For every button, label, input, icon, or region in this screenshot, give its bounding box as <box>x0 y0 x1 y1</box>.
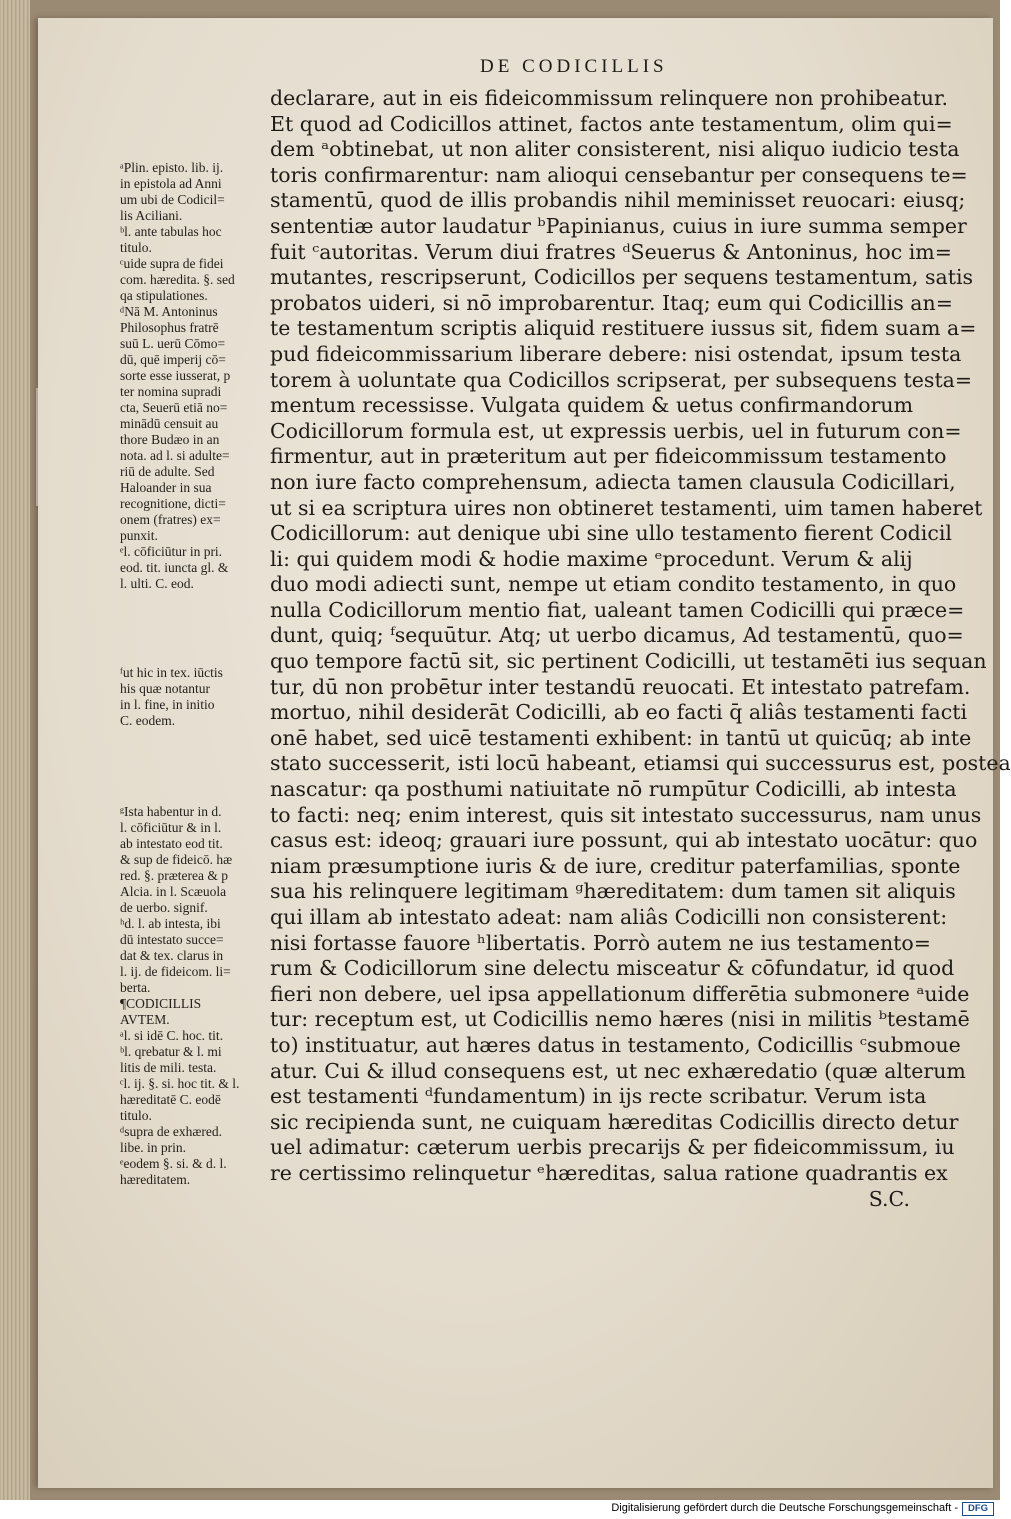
text-line: li: qui quidem modi & hodie maxime ᵉprocedunt. Verum & alij <box>270 546 913 571</box>
text-line: sic recipienda sunt, ne cuiquam hæreditas Codicillis directo detur <box>270 1109 959 1134</box>
text-line: firmentur, aut in præteritum aut per fideicommissum testamento <box>270 444 947 469</box>
margin-note-line: Haloander in sua <box>120 480 212 495</box>
running-head: DE CODICILLIS <box>480 56 668 77</box>
text-line: pud fideicommissarium liberare debere: nisi ostendat, ipsum testa <box>270 341 962 366</box>
margin-note-line: Alcia. in l. Scæuola <box>120 884 227 899</box>
text-line: to) instituatur, aut hæres datus in testamento, Codicillis ᶜsubmoue <box>270 1032 961 1057</box>
margin-note-line: red. §. præterea & p <box>120 868 228 883</box>
text-line: tur, dū non probētur inter testandū reuocati. Et intestato patrefam. <box>270 674 971 699</box>
margin-note-line: minādū censuit au <box>120 416 219 431</box>
margin-notes-middle <box>120 665 266 729</box>
margin-note-line: l. ulti. C. eod. <box>120 576 194 591</box>
text-line: nulla Codicillorum mentio fiat, ualeant tamen Codicilli qui præce= <box>270 597 965 622</box>
margin-note-line: nota. ad l. si adulte= <box>120 448 230 463</box>
margin-note-line: com. hæredita. §. sed <box>120 272 235 287</box>
margin-note-line: ¶CODICILLIS <box>120 996 202 1011</box>
dfg-logo: DFG <box>962 1502 994 1516</box>
margin-note-line: ᵈsupra de exhæred. <box>120 1124 223 1139</box>
text-line: Codicillorum: aut denique ubi sine ullo testamento fierent Codicil <box>270 521 952 546</box>
margin-note-line: ᵃl. si idē C. hoc. tit. <box>120 1028 224 1043</box>
margin-note-line: ᵍIsta habentur in d. <box>120 804 222 819</box>
book-page-edges <box>0 0 30 1500</box>
margin-note-line: cta, Seuerū etiā no= <box>120 400 228 415</box>
text-line: duo modi adiecti sunt, nempe ut etiam condito testamento, in quo <box>270 572 957 597</box>
text-line: torem à uoluntate qua Codicillos scripserat, per subsequens testa= <box>270 367 973 392</box>
margin-note-line: litis de mili. testa. <box>120 1060 217 1075</box>
margin-note-line: sorte esse iusserat, p <box>120 368 231 383</box>
text-line: mutantes, rescripserunt, Codicillos per sequens testamentum, satis <box>270 265 974 290</box>
margin-note-line: libe. in prin. <box>120 1140 186 1155</box>
margin-note-line: hæreditatē C. eodē <box>120 1092 221 1107</box>
main-text-block <box>270 86 1011 1212</box>
text-line: nascatur: qa posthumi natiuitate nō rumpūtur Codicilli, ab intesta <box>270 777 957 802</box>
margin-note-line: Philosophus fratrē <box>120 320 219 335</box>
margin-note-line: l. cōficiūtur & in l. <box>120 820 222 835</box>
margin-note-line: l. ij. de fideicom. li= <box>120 964 231 979</box>
margin-note-line: ᶜuide supra de fidei <box>120 256 224 271</box>
margin-note-line: ab intestato eod tit. <box>120 836 223 851</box>
text-line: casus est: ideoq; grauari iure possunt, qui ab intestato uocātur: quo <box>270 828 978 853</box>
margin-note-line: dū, quē imperij cō= <box>120 352 226 367</box>
margin-note-line: ter nomina supradi <box>120 384 222 399</box>
text-line: probatos uideri, si nō improbarentur. Itaq; eum qui Codicillis an= <box>270 290 953 315</box>
margin-note-line: thore Budæo in an <box>120 432 220 447</box>
margin-note-line: ʰd. l. ab intesta, ibi <box>120 916 221 931</box>
text-line: atur. Cui & illud consequens est, ut nec exhæredatio (quæ alterum <box>270 1058 966 1083</box>
text-line: to facti: neq; enim interest, quis sit intestato successurus, nam unus <box>270 802 982 827</box>
margin-note-line: dat & tex. clarus in <box>120 948 224 963</box>
margin-note-line: his quæ notantur <box>120 681 210 696</box>
text-line: nisi fortasse fauore ʰlibertatis. Porrò autem ne ius testamento= <box>270 930 931 955</box>
margin-note-line: hæreditatem. <box>120 1172 191 1187</box>
margin-note-line: & sup de fideicō. hæ <box>120 852 233 867</box>
margin-note-line: riū de adulte. Sed <box>120 464 215 479</box>
margin-note-line: de uerbo. signif. <box>120 900 208 915</box>
margin-note-line: eod. tit. iuncta gl. & <box>120 560 229 575</box>
text-line: re certissimo relinquetur ᵉhæreditas, salua ratione quadrantis ex <box>270 1160 948 1185</box>
margin-note-line: lis Aciliani. <box>120 208 183 223</box>
footer-credit: Digitalisierung gefördert durch die Deutsche Forschungsgemeinschaft - <box>611 1502 958 1514</box>
text-line: onē habet, sed uicē testamenti exhibent: in tantū ut quicūq; ab inte <box>270 725 972 750</box>
margin-note-line: recognitione, dicti= <box>120 496 226 511</box>
text-line: non iure facto comprehensum, adiecta tamen clausula Codicillari, <box>270 469 956 494</box>
margin-note-line: punxit. <box>120 528 158 543</box>
margin-note-line: ᵈNā M. Antoninus <box>120 304 218 319</box>
text-line: qui illam ab intestato adeat: nam aliâs Codicilli non consisterent: <box>270 905 948 929</box>
text-line: te testamentum scriptis aliquid restituere iussus sit, fidem suam a= <box>270 316 977 341</box>
text-line: est testamenti ᵈfundamentum) in ijs recte scribatur. Verum ista <box>270 1084 927 1109</box>
margin-notes-lower <box>120 804 266 1188</box>
margin-note-line: berta. <box>120 980 151 995</box>
margin-note-line: titulo. <box>120 1108 152 1123</box>
margin-note-line: um ubi de Codicil= <box>120 192 225 207</box>
margin-note-line: ᵉeodem §. si. & d. l. <box>120 1156 227 1171</box>
margin-note-line: dū intestato succe= <box>120 932 224 947</box>
text-line: tur: receptum est, ut Codicillis nemo hæres (nisi in militis ᵇtestamē <box>270 1007 970 1032</box>
margin-note-line: in epistola ad Anni <box>120 176 222 191</box>
text-line: sua his relinquere legitimam ᵍhæreditatem: dum tamen sit aliquis <box>270 879 956 904</box>
margin-note-line: C. eodem. <box>120 713 176 728</box>
margin-note-line: ᵇl. ante tabulas hoc <box>120 224 222 239</box>
text-line: fieri non debere, uel ipsa appellationum differētia submonere ᵃuide <box>270 981 970 1006</box>
text-line: stamentū, quod de illis probandis nihil meminisset reuocari: eiusq; <box>270 188 966 213</box>
margin-note-line: suū L. uerū Cōmo= <box>120 336 226 351</box>
text-line: mortuo, nihil desiderāt Codicilli, ab eo facti q̄ aliâs testamenti facti <box>270 700 967 725</box>
text-line: declarare, aut in eis fideicommissum relinquere non prohibeatur. <box>270 86 949 110</box>
text-line: rum & Codicillorum sine delectu misceatur & cōfundatur, id quod <box>270 956 955 981</box>
text-line: quo tempore factū sit, sic pertinent Codicilli, ut testamēti ius sequan <box>270 649 987 674</box>
text-line: Et quod ad Codicillos attinet, factos ante testamentum, olim qui= <box>270 111 953 136</box>
margin-note-line: AVTEM. <box>120 1012 170 1027</box>
margin-note-line: ᶠut hic in tex. iūctis <box>120 665 223 680</box>
text-line: dem ᵃobtinebat, ut non aliter consisterent, nisi aliquo iudicio testa <box>270 137 960 162</box>
text-line: dunt, quiq; ᶠsequūtur. Atq; ut uerbo dicamus, Ad testamentū, quo= <box>270 623 964 648</box>
text-line: sententiæ autor laudatur ᵇPapinianus, cuius in iure summa semper <box>270 213 967 238</box>
margin-note-line: titulo. <box>120 240 152 255</box>
text-line: niam præsumptione iuris & de iure, creditur paterfamilias, sponte <box>270 853 961 878</box>
text-line: Codicillorum formula est, ut expressis uerbis, uel in futurum con= <box>270 418 962 443</box>
text-line: mentum recessisse. Vulgata quidem & uetus confirmandorum <box>270 393 914 418</box>
margin-note-line: ᵉl. cōficiūtur in pri. <box>120 544 223 559</box>
margin-note-line: onem (fratres) ex= <box>120 512 221 527</box>
margin-note-line: ᵇl. qrebatur & l. mi <box>120 1044 222 1059</box>
margin-note-line: in l. fine, in initio <box>120 697 215 712</box>
margin-note-line: ᵃPlin. episto. lib. ij. <box>120 160 224 175</box>
margin-note-line: ᶜl. ij. §. si. hoc tit. & l. <box>120 1076 240 1091</box>
text-line: toris confirmarentur: nam alioqui censebantur per consequens te= <box>270 162 968 187</box>
text-line: stato successerit, isti locū habeant, etiamsi qui successurus est, postea <box>270 751 1011 776</box>
text-line: fuit ᶜautoritas. Verum diui fratres ᵈSeuerus & Antoninus, hoc im= <box>270 239 952 264</box>
text-line: ut si ea scriptura uires non obtineret testamenti, uim tamen haberet <box>270 495 983 520</box>
text-line: S.C. <box>868 1186 910 1211</box>
margin-notes-upper <box>120 160 266 592</box>
text-line: uel adimatur: cæterum uerbis precarijs & per fideicommissum, iu <box>270 1135 955 1160</box>
margin-note-line: qa stipulationes. <box>120 288 208 303</box>
